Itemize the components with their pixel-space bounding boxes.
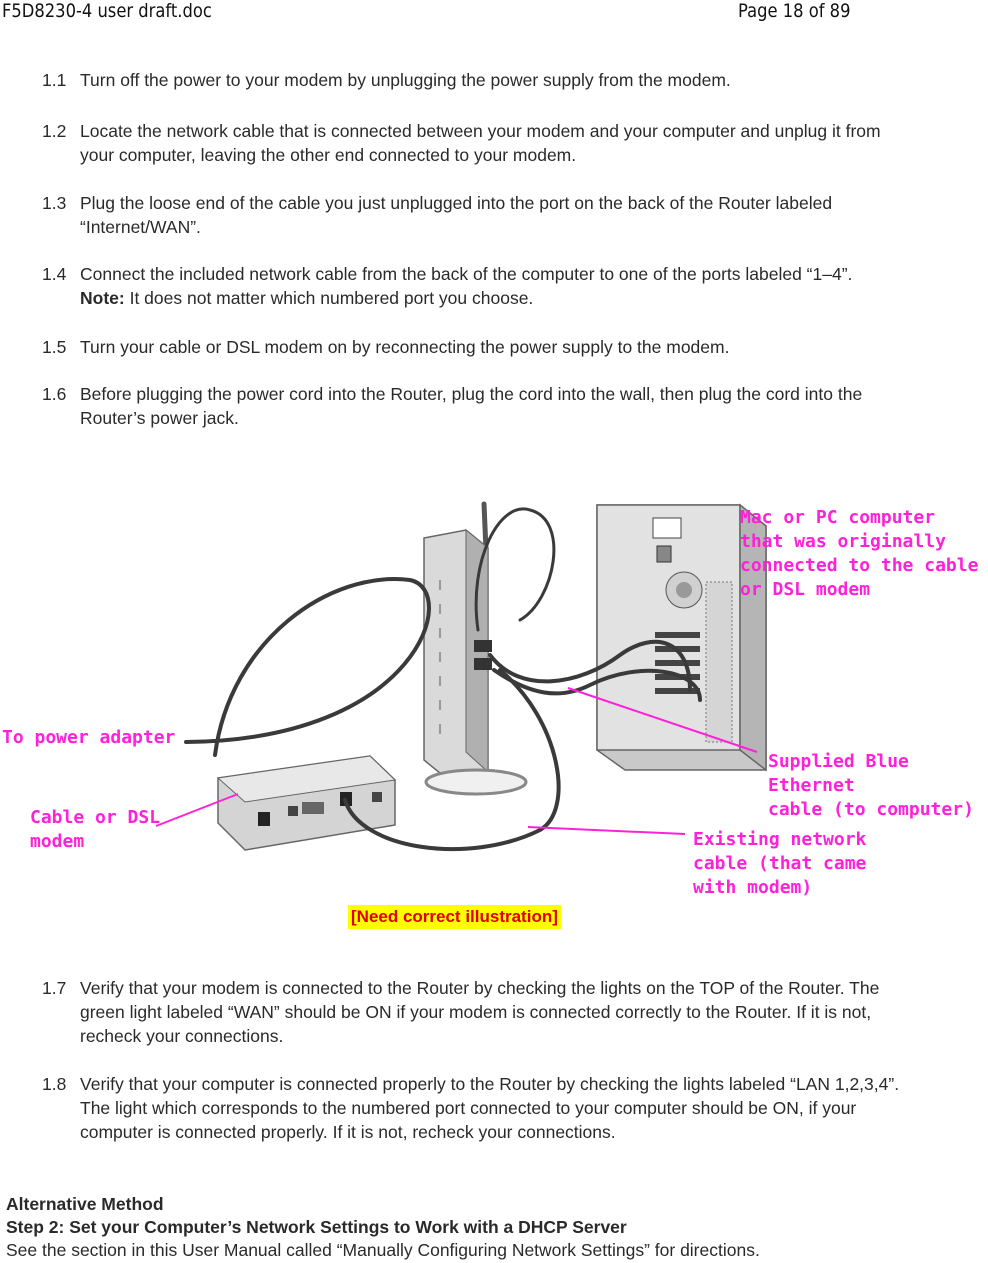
step-number: 1.3 — [42, 193, 67, 213]
alternative-heading: Alternative Method — [6, 1194, 164, 1214]
step-1-8 — [42, 1072, 900, 1144]
step-text: Turn off the power to your modem by unplugging the power supply from the modem. — [80, 70, 731, 90]
callout-power-adapter: To power adapter — [2, 727, 176, 748]
step-1-3 — [42, 191, 900, 239]
figure-caption: [Need correct illustration] — [348, 905, 561, 929]
step-text-wrap — [80, 262, 900, 310]
step-text: Plug the loose end of the cable you just unplugged into the port on the back of the Router labeled “Internet/WAN”. — [80, 193, 833, 237]
note-text: It does not matter which numbered port you choose. — [129, 288, 534, 308]
router — [424, 504, 526, 794]
step-text: Verify that your modem is connected to the Router by checking the lights on the TOP of the Router. The green light labeled “WAN” should be ON if your modem is connected correctly to the Router. If it is not, recheck your connections. — [80, 978, 880, 1046]
step-1-4 — [42, 262, 900, 310]
step-1-5 — [42, 335, 900, 359]
step-1-1 — [42, 68, 900, 92]
callout-modem: Cable or DSL modem — [30, 807, 161, 852]
step-text: Locate the network cable that is connected between your modem and your computer and unplug it from your computer, leaving the other end connected to your modem. — [80, 121, 881, 165]
callout-computer: Mac or PC computer that was originally connected to the cable or DSL modem — [740, 507, 979, 600]
step-number: 1.7 — [42, 978, 67, 998]
step-text: Before plugging the power cord into the Router, plug the cord into the wall, then plug the cord into the Router’s power jack. — [80, 384, 863, 428]
alternative-step-title: Step 2: Set your Computer’s Network Settings to Work with a DHCP Server — [6, 1217, 627, 1237]
step-number: 1.2 — [42, 121, 67, 141]
step-number: 1.6 — [42, 384, 67, 404]
step-1-7 — [42, 976, 900, 1048]
callout-blue-cable: Supplied Blue Ethernet cable (to computer) — [768, 751, 974, 820]
alternative-text: See the section in this User Manual called “Manually Configuring Network Settings” for directions. — [6, 1240, 760, 1260]
note-label: Note: — [80, 288, 125, 308]
step-number: 1.8 — [42, 1074, 67, 1094]
header-page-label: Page 18 of 89 — [738, 0, 851, 22]
modem — [218, 756, 395, 850]
step-text: Verify that your computer is connected properly to the Router by checking the lights labeled “LAN 1,2,3,4”. The light which corresponds to the numbered port connected to your computer should be ON, if your computer is connected properly. If it is not, recheck your connections. — [80, 1074, 900, 1142]
header-document-name: F5D8230-4 user draft.doc — [2, 0, 212, 22]
step-number: 1.5 — [42, 337, 67, 357]
step-1-6 — [42, 382, 900, 430]
step-number: 1.1 — [42, 70, 67, 90]
step-number: 1.4 — [42, 264, 67, 284]
connection-illustration — [0, 490, 988, 900]
callout-existing-cable: Existing network cable (that came with modem) — [693, 829, 867, 898]
step-text: Connect the included network cable from the back of the computer to one of the ports labeled “1–4”. — [80, 264, 853, 284]
step-text: Turn your cable or DSL modem on by reconnecting the power supply to the modem. — [80, 337, 730, 357]
step-1-2 — [42, 119, 900, 167]
